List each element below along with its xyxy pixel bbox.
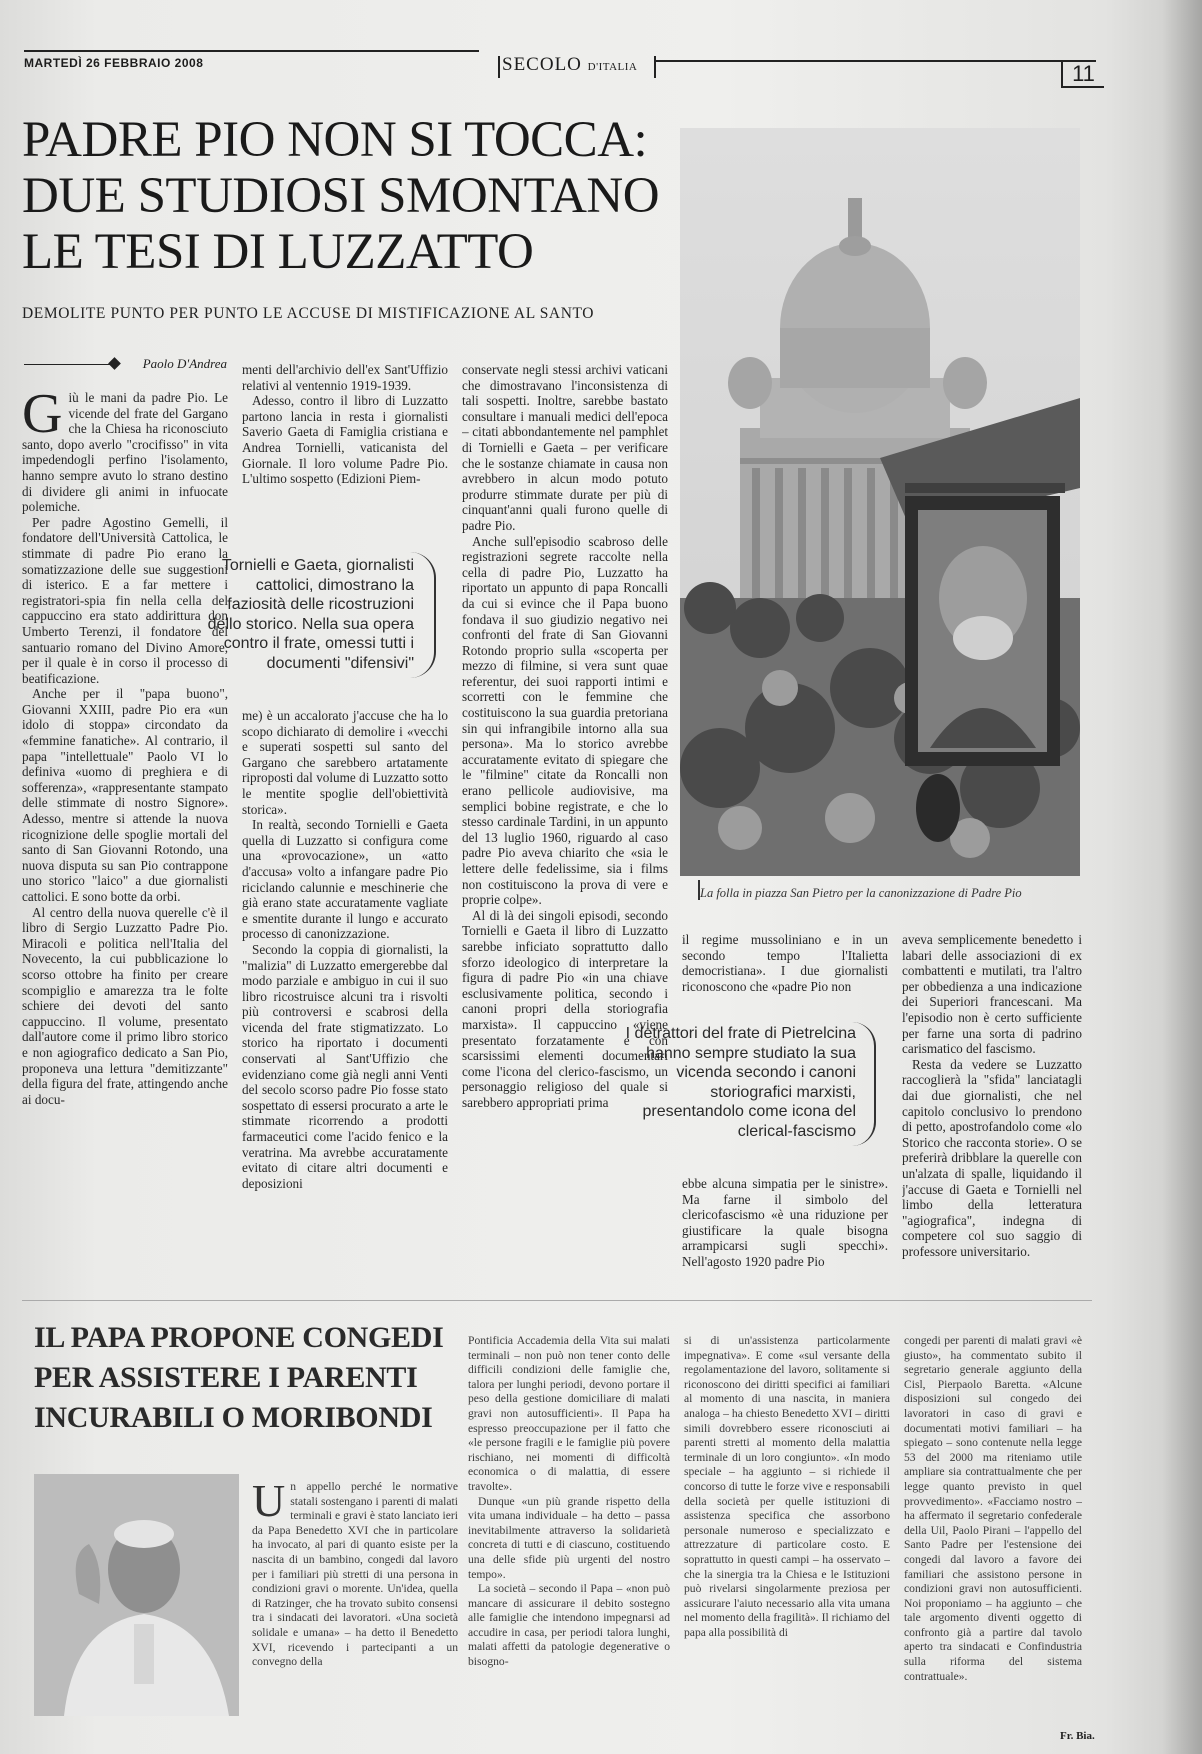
pull-quote-1: Tornielli e Gaeta, giornalisti cattolici, dimostrano la faziosità delle ricostruzioni dello storico. Nella sua opera contro il frate, omessi tutti i documenti "difensivi": [207, 557, 414, 672]
author-signature: Fr. Bia.: [1060, 1730, 1095, 1742]
masthead-rule: [24, 50, 479, 52]
issue-date: MARTEDÌ 26 FEBBRAIO 2008: [24, 56, 204, 70]
paper-name: SECOLO D'ITALIA: [502, 54, 638, 75]
article-column-4-top: il regime mussoliniano e in un secondo tempo l'Italietta democristiana». I due giornalisti riconoscono che «padre Pio non: [682, 932, 888, 994]
drop-cap-2: U: [252, 1480, 286, 1526]
article-column-2-bottom: me) è un accalorato j'accuse che ha lo scopo dichiarato di demolire i «vecchi e superati sospetti sul santo del Gargano che sarebbero artatamente riproposti dal volume di Luzzatto sotto le mentite spoglie dell'obiettività storica». In realtà, secondo Tornielli e Gaeta quella di Luzzatto si configura come una «provocazione», un «atto d'accusa» volto a infangare padre Pio riciclando calunnie e meschinerie che già erano state accuratamente vagliate e smentite durante il lungo e accurato processo di canonizzazione. Secondo la coppia di giornalisti, la "malizia" di Luzzatto emergerebbe dal modo parziale e ambiguo in cui il suo libro ricostruisce alcuni tra i risvolti più controversi e scabrosi della vicenda del frate stigmatizzato. Lo storico ha riportato i documenti conservati al Sant'Uffizio che evidenziano come già negli anni Venti del secolo scorso padre Pio fosse stato sospettato di essersi procurato a arte le stimmate ricorrendo a prodotti farmaceutici come l'acido fenico e la veratrina. Ma avrebbe accuratamente evitato di citare altri documenti e deposizioni: [242, 708, 448, 1191]
pope-portrait-icon: [34, 1474, 239, 1716]
paper-name-small: D'ITALIA: [587, 61, 638, 73]
pope-photo: [34, 1474, 239, 1716]
second-article-column-3: si di un'assistenza particolarmente impegnativa». E come «sul versante della regolamentazione del lavoro, solitamente si riconoscono dei diritti specifici ai familiari al momento di una nascita, in maniera analoga – ha chiesto Benedetto XVI – diritti simili dovrebbero essere riconosciuti ai parenti stretti al momento della malattia terminale di un loro congiunto». «In modo speciale – ha aggiunto – si richiede il concorso di tutte le forze vive e responsabili della società per quelle istituzioni di assistenza specifica che assorbono personale numeroso e specializzato e attrezzature di particolare costo. E soprattutto in questi campi – ha osservato – che la sinergia tra la Chiesa e le Istituzioni può rivelarsi singolarmente preziosa per assicurare l'aiuto necessario alla vita umana nel momento della fragilità». Il richiamo del papa alla possibilità di: [684, 1334, 890, 1639]
article-column-3: conservate negli stessi archivi vaticani che dimostravano l'inconsistenza di tali sospetti. Inoltre, sarebbe bastato consultare i manuali medici dell'epoca – citati abbondantemente nel pamphlet di Tornielli e Gaeta – per verificare che le sostanze chiamate in causa non avrebbero in alcun modo potuto produrre stimmate durate per più di cinquant'anni quali furono quelle di padre Pio. Anche sull'episodio scabroso delle registrazioni segrete raccolte nella cella di padre Pio, Luzzatto ha riportato un appunto di papa Roncalli da cui si evince che il Papa buono fondava il suo giudizio negativo nei confronti del frate di San Giovanni Rotondo proprio sulla «scoperta per mezzo di filmine, si vera sunt quae referentur, dei suoi rapporti intimi e scorretti con le femmine che costituiscono la sua guardia pretoriana sin qui infrangibile intorno alla sua persona». Ma lo storico avrebbe accuratamente evitato di spiegare che le "filmine" citate da Roncalli non erano pellicole audiovisive, ma semplici bobine registrate, e che lo stesso cardinale Tardini, in un appunto del 13 luglio 1960, riguardo al caso padre Pio aveva chiarito che «sia le lettere delle fedelissime, sia i films non costituiscono la prova di vere e proprie colpe». Al di là dei singoli episodi, secondo Tornielli e Gaeta il libro di Luzzatto sarebbe inficiato soprattutto dallo sforzo ideologico di interpretare la figura di padre Pio «in una chiave esclusivamente politica, secondo i canoni propri della storiografia marxista». Il cappuccino «viene presentato forzatamente e con scarsissimi elementi documentari come l'icona del clerico-fascismo, un personaggio religioso del quale si sarebbero appropriati prima: [462, 362, 668, 1110]
main-headline: PADRE PIO NON SI TOCCA: DUE STUDIOSI SMONTANO LE TESI DI LUZZATTO: [22, 112, 660, 280]
masthead: [24, 50, 1104, 90]
page-number: 11: [1061, 62, 1104, 88]
article-column-2-top: menti dell'archivio dell'ex Sant'Uffizio relativi al ventennio 1919-1939. Adesso, contro il libro di Luzzatto partono lancia in resta i giornalisti Saverio Gaeta di Famiglia cristiana e Andrea Tornielli, vaticanista del Giornale. Il loro volume Padre Pio. L'ultimo sospetto (Edizioni Piem-: [242, 362, 448, 487]
subheadline: DEMOLITE PUNTO PER PUNTO LE ACCUSE DI MISTIFICAZIONE AL SANTO: [22, 305, 595, 322]
second-article-column-1: Un appello perché le normative statali sostengano i parenti di malati terminali e gravi è stato lanciato ieri da Papa Benedetto XVI che in particolare ha invocato, al pari di quanto esiste per la nascita di un bambino, congedi dal lavoro per i familiari più stretti di una persona in condizioni gravi o morente. Un'idea, quella di Ratzinger, che ha trovato subito consensi tra i sindacati dei lavoratori. «Una società solidale e umana» – ha detto il Benedetto XVI, ricevendo i partecipanti a un convegno della: [252, 1480, 458, 1669]
second-headline: IL PAPA PROPONE CONGEDI PER ASSISTERE I PARENTI INCURABILI O MORIBONDI: [34, 1321, 444, 1434]
article-column-1: Giù le mani da padre Pio. Le vicende del frate del Gargano che la Chiesa ha riconosciuto santo, dopo averlo "crocifisso" in vita impedendogli perfino l'isolamento, hanno sempre avuto lo strano destino di dividere gli animi in infuocate polemiche. Per padre Agostino Gemelli, il fondatore dell'Università Cattolica, le stimmate di padre Pio erano la somatizzazione delle sue suggestioni di isterico. E a far mettere i registratori-spia fin nella cella del cappuccino era stato addirittura don Umberto Terenzi, il fondatore del santuario romano del Divino Amore, per il quale è in corso il processo di beatificazione. Anche per il "papa buono", Giovanni XXIII, padre Pio era «un idolo di stoppa» circondato da «femmine fanatiche». Al contrario, il papa "intellettuale" Paolo VI lo definiva «uomo di preghiera e di sofferenza», «rappresentante stampato delle stimmate di nostro Signore». Adesso, mentre si attende la nuova ricognizione delle spoglie mortali del santo di San Giovanni Rotondo, una nuova disputa su san Pio contrappone uno storico "laico" a due giornalisti cattolici. E sono botte da orbi. Al centro della nuova querelle c'è il libro di Sergio Luzzatto Padre Pio. Miracoli e politica nell'Italia del Novecento, la cui pubblicazione lo scorso ottobre ha finito per creare scompiglio e amarezza tra le folte schiere dei devoti del santo cappuccino. Il volume, presentato dall'autore come il primo libro storico e non agiografico dedicato a San Pio, proponeva una lettura "demitizzante" della figura del frate, attingendo anche ai docu-: [22, 390, 228, 1107]
photo-caption: La folla in piazza San Pietro per la canonizzazione di Padre Pio: [700, 886, 1022, 900]
st-peters-photo-icon: [680, 128, 1080, 876]
second-article-column-4: congedi per parenti di malati gravi «è giusto», ha commentato subito il segretario generale aggiunto della Cisl, Pierpaolo Baretta. «Alcune disposizioni sul congedo dei lavoratori in caso di gravi e documentati motivi familiari – ha spiegato – sono contenute nella legge 53 del 2000 ma riteniamo utile ampliare sia contrattualmente che per legge quanto previsto in quel provvedimento». «Facciamo nostro – ha affermato il segretario confederale della Uil, Paolo Pirani – l'appello del Santo Padre per l'estensione dei congedi dal lavoro a favore dei familiari che assistono persone in condizioni gravi non autosufficienti. Noi proponiamo – ha aggiunto – che tale argomento diventi oggetto di confronto già a partire dal tavolo aperto tra sindacati e Confindustria sulla riforma del sistema contrattuale».: [904, 1334, 1082, 1683]
article-column-4-bottom: ebbe alcuna simpatia per le sinistre». Ma farne il simbolo del clericofascismo «è una riduzione per giustificare la quale bisogna arrampicarsi sugli specchi». Nell'agosto 1920 padre Pio: [682, 1176, 888, 1269]
drop-cap: G: [22, 390, 63, 445]
article-column-5: aveva semplicemente benedetto i labari delle associazioni di ex combattenti e mutilati, tra l'altro per obbedienza a una indicazione dei Superiori francescani. Ma l'episodio non è certo sufficiente per farne una sorta di padrino carismatico del fascismo. Resta da vedere se Luzzatto raccoglierà la "sfida" lanciatagli dai due giornalisti, che nel capitolo conclusivo lo prendono di petto, apostrofandolo come «lo Storico che racconta storie». O se preferirà dribblare la querelle con un'alzata di spalle, liquidando il j'accuse di Gaeta e Tornielli nel limbo della letteratura "agiografica", indegna di competere col suo saggio di professore universitario.: [902, 932, 1082, 1259]
pull-quote-2: I detrattori del frate di Pietrelcina hanno sempre studiato la sua vicenda secondo i canoni storiografici marxisti, presentandolo come icona del clerical-fascismo: [625, 1025, 856, 1140]
crowd-photo: [680, 128, 1080, 876]
byline: Paolo D'Andrea: [142, 356, 227, 371]
second-article-column-2: Pontificia Accademia della Vita sui malati terminali – non può non tener conto delle difficili condizioni delle famiglie che, talora per lunghi periodi, devono portare il peso della gestione domiciliare di malati gravi non autosufficienti». Il Papa ha espresso preoccupazione per il fatto che «le persone fragili e le famiglie più povere rischiano, nei momenti di difficoltà economica o di malattia, di essere travolte». Dunque «un più grande rispetto della vita umana individuale – ha detto – passa inevitabilmente attraverso la solidarietà concreta di tutti e di ciascuno, costituendo una delle sfide più urgenti del nostro tempo». La società – secondo il Papa – «non può mancare di assicurare il debito sostegno alle famiglie che intendono impegnarsi ad accudire in casa, per periodi talora lunghi, malati affetti da patologie degenerative o bisogno-: [468, 1334, 670, 1669]
